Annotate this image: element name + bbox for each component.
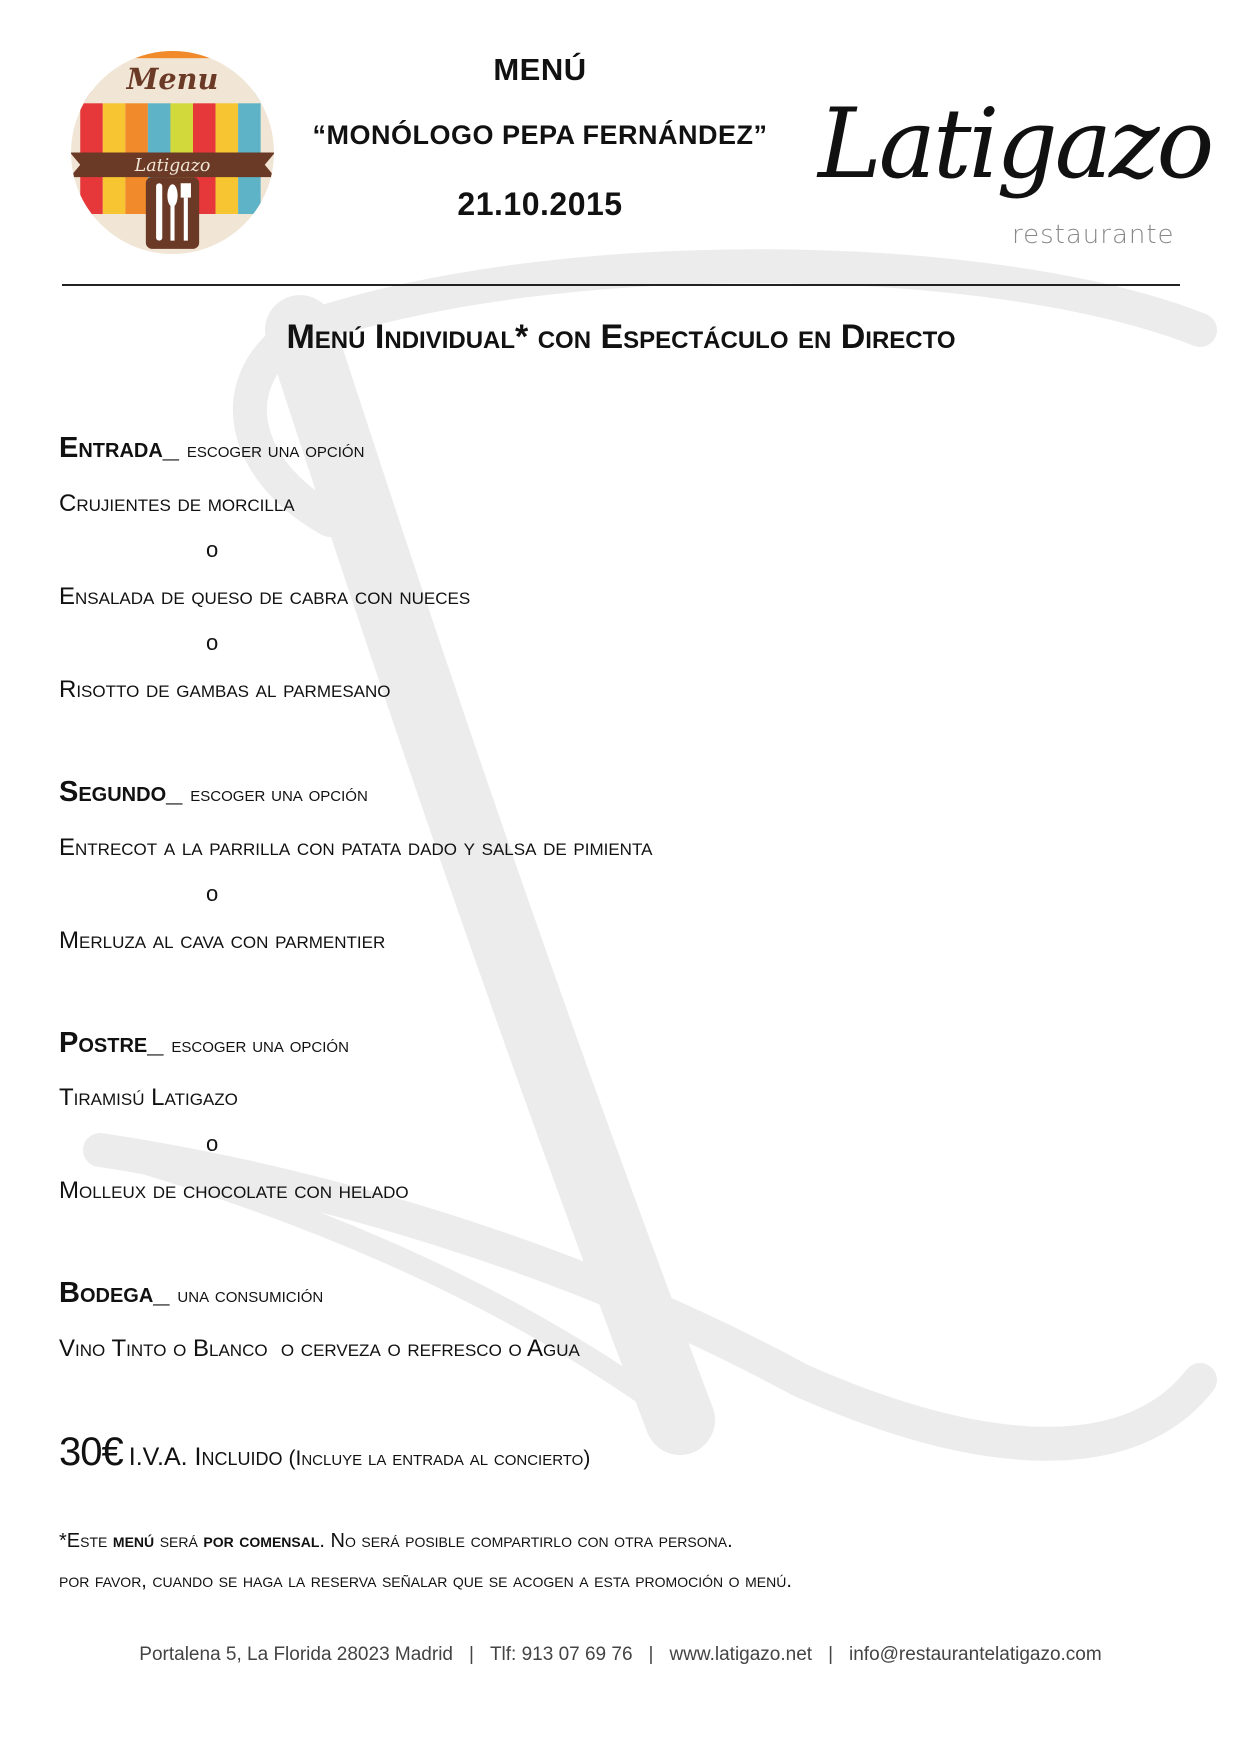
dish-item: Tiramisú Latigazo xyxy=(59,1084,238,1111)
section-name: Postre_ xyxy=(59,1027,164,1059)
footnote-text: *Este xyxy=(59,1530,113,1552)
or-separator: o xyxy=(206,537,219,562)
section-note: escoger una opción xyxy=(190,783,368,806)
dish-item: Molleux de chocolate con helado xyxy=(59,1177,409,1204)
or-separator: o xyxy=(206,630,219,655)
section-bodega xyxy=(59,1277,323,1310)
footnote-bold: por comensal xyxy=(203,1530,320,1552)
footer-website-link[interactable]: www.latigazo.net xyxy=(669,1644,813,1665)
badge-script-text: Menu xyxy=(126,61,219,96)
dish-item: Entrecot a la parrilla con patata dado y salsa de pimienta xyxy=(59,834,653,861)
event-date: 21.10.2015 xyxy=(457,186,623,222)
dish-item: Crujientes de morcilla xyxy=(59,490,295,517)
section-name: Bodega_ xyxy=(59,1277,170,1309)
footer-separator: | xyxy=(469,1644,474,1665)
section-note: una consumición xyxy=(177,1284,324,1307)
price-amount: 30€ xyxy=(59,1430,123,1474)
or-separator: o xyxy=(206,1131,219,1156)
menu-badge-logo xyxy=(70,50,275,255)
latigazo-brand-logo xyxy=(800,88,1212,260)
section-entrada xyxy=(59,432,364,465)
section-name: Segundo_ xyxy=(59,776,183,808)
menu-headline: Menú Individual* con Espectáculo en Directo xyxy=(286,318,956,356)
header-divider xyxy=(62,284,1180,286)
brand-script-text: Latigazo xyxy=(818,88,1212,200)
footer-phone: Tlf: 913 07 69 76 xyxy=(489,1644,633,1665)
dish-item: Vino Tinto o Blanco o cerveza o refresco o Agua xyxy=(59,1335,580,1362)
section-note: escoger una opción xyxy=(186,439,365,462)
dish-item: Risotto de gambas al parmesano xyxy=(59,676,391,703)
section-note: escoger una opción xyxy=(171,1034,349,1057)
dish-item: Ensalada de queso de cabra con nueces xyxy=(59,583,471,610)
footer-separator: | xyxy=(648,1644,654,1665)
footnote-per-diner xyxy=(59,1530,733,1553)
badge-ribbon-text: Latigazo xyxy=(134,155,211,176)
or-separator: o xyxy=(206,881,219,906)
footer-separator: | xyxy=(828,1644,833,1665)
contact-footer xyxy=(0,1644,1241,1666)
brand-subtitle-text: restaurante xyxy=(1012,220,1175,250)
footnote-text: será xyxy=(154,1530,204,1552)
price-note: (Incluye la entrada al concierto) xyxy=(288,1447,591,1470)
section-postre xyxy=(59,1027,349,1060)
footnote-text: . No será posible compartirlo con otra persona. xyxy=(319,1530,733,1552)
section-name: Entrada_ xyxy=(59,432,179,464)
price-line xyxy=(59,1430,590,1475)
event-subtitle: “MONÓLOGO PEPA FERNÁNDEZ” xyxy=(312,120,768,150)
price-label: I.V.A. Incluido xyxy=(128,1443,283,1471)
footer-email-link[interactable]: info@restaurantelatigazo.com xyxy=(849,1644,1102,1665)
footnote-reservation: por favor, cuando se haga la reserva señalar que se acogen a esta promoción o menú. xyxy=(59,1570,792,1592)
section-segundo xyxy=(59,776,368,809)
menu-title: MENÚ xyxy=(493,52,587,87)
footnote-bold: menú xyxy=(112,1530,155,1552)
footer-address: Portalena 5, La Florida 28023 Madrid xyxy=(139,1644,453,1665)
dish-item: Merluza al cava con parmentier xyxy=(59,927,386,954)
